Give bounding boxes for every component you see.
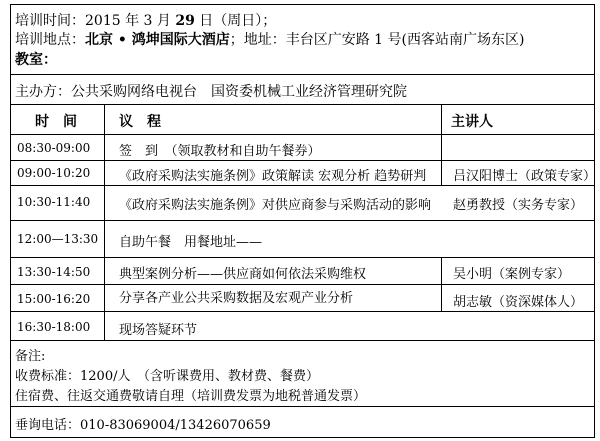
notes-fee: 收费标准：1200/人 （含听课费用、教材费、餐费） <box>15 369 319 384</box>
row-time: 15:00-16:20 <box>17 292 91 306</box>
notes-lodging: 住宿费、往返交通费敬请自理（培训费发票为地税普通发票） <box>15 389 367 404</box>
row-speaker: 赵勇教授（实务专家） <box>453 198 584 213</box>
training-time-value: 2015 年 3 月 <box>85 13 176 29</box>
row-agenda: 《政府采购法实施条例》政策解读 宏观分析 趋势研判 <box>119 169 427 184</box>
classroom-label: 教室： <box>15 52 57 68</box>
row-agenda: 现场答疑环节 <box>119 323 198 338</box>
table-row <box>11 185 594 220</box>
column-divider-speaker <box>441 104 442 186</box>
row-time: 12:00—13:30 <box>17 232 99 246</box>
column-header-time: 时 间 <box>35 114 77 130</box>
column-header-speaker: 主讲人 <box>451 114 493 130</box>
row-speaker: 胡志敏（资深媒体人） <box>453 295 584 310</box>
row-speaker: 吴小明（案例专家） <box>453 267 571 282</box>
contact-phone: 垂询电话：010-83069004/13426070659 <box>15 418 271 433</box>
training-time-label: 培训时间： <box>15 13 85 29</box>
notes-title: 备注: <box>15 349 46 364</box>
training-address: 丰台区广安路 1 号(西客站南广场东区) <box>285 32 525 48</box>
row-time: 09:00-10:20 <box>17 166 91 180</box>
organizers-text: 主办方：公共采购网络电视台 国资委机械工业经济管理研究院 <box>15 84 407 100</box>
row-agenda: 自助午餐 用餐地址—— <box>119 235 263 250</box>
table-row <box>11 257 594 284</box>
row-agenda: 典型案例分析——供应商如何依法采购维权 <box>119 267 367 282</box>
organizers-row <box>11 74 594 104</box>
table-row <box>11 220 594 257</box>
row-time: 10:30-11:40 <box>17 195 91 209</box>
column-header-agenda: 议 程 <box>119 114 161 130</box>
row-speaker: 吕汉阳博士（政策专家） <box>453 169 597 184</box>
table-row <box>11 134 594 160</box>
training-time-day: 29 <box>175 13 195 29</box>
row-agenda: 《政府采购法实施条例》对供应商参与采购活动的影响 <box>119 198 432 213</box>
training-time-suffix: 日（周日）； <box>194 13 277 29</box>
training-place-line <box>15 29 524 49</box>
table-row <box>11 311 594 340</box>
notes-block <box>11 340 594 406</box>
column-divider-speaker <box>441 257 442 311</box>
training-place-label: 培训地点： <box>15 32 85 48</box>
classroom-line <box>15 49 57 69</box>
contact-row <box>11 406 594 437</box>
training-address-label: ；地址： <box>229 32 286 48</box>
row-agenda: 分享各产业公共采购数据及宏观产业分析 <box>119 291 354 306</box>
row-time: 16:30-18:00 <box>17 320 91 334</box>
row-time: 13:30-14:50 <box>17 265 91 279</box>
table-row <box>11 284 594 311</box>
table-row <box>11 160 597 185</box>
column-divider-time <box>104 104 105 340</box>
row-agenda: 签 到 （领取教材和自助午餐券） <box>119 144 321 159</box>
training-venue: 北京 • 鸿坤国际大酒店 <box>85 32 230 48</box>
header-block <box>11 5 594 74</box>
table-header-row <box>11 104 594 134</box>
schedule-document <box>10 4 595 438</box>
row-time: 08:30-09:00 <box>17 141 91 155</box>
training-time-line <box>15 10 276 30</box>
